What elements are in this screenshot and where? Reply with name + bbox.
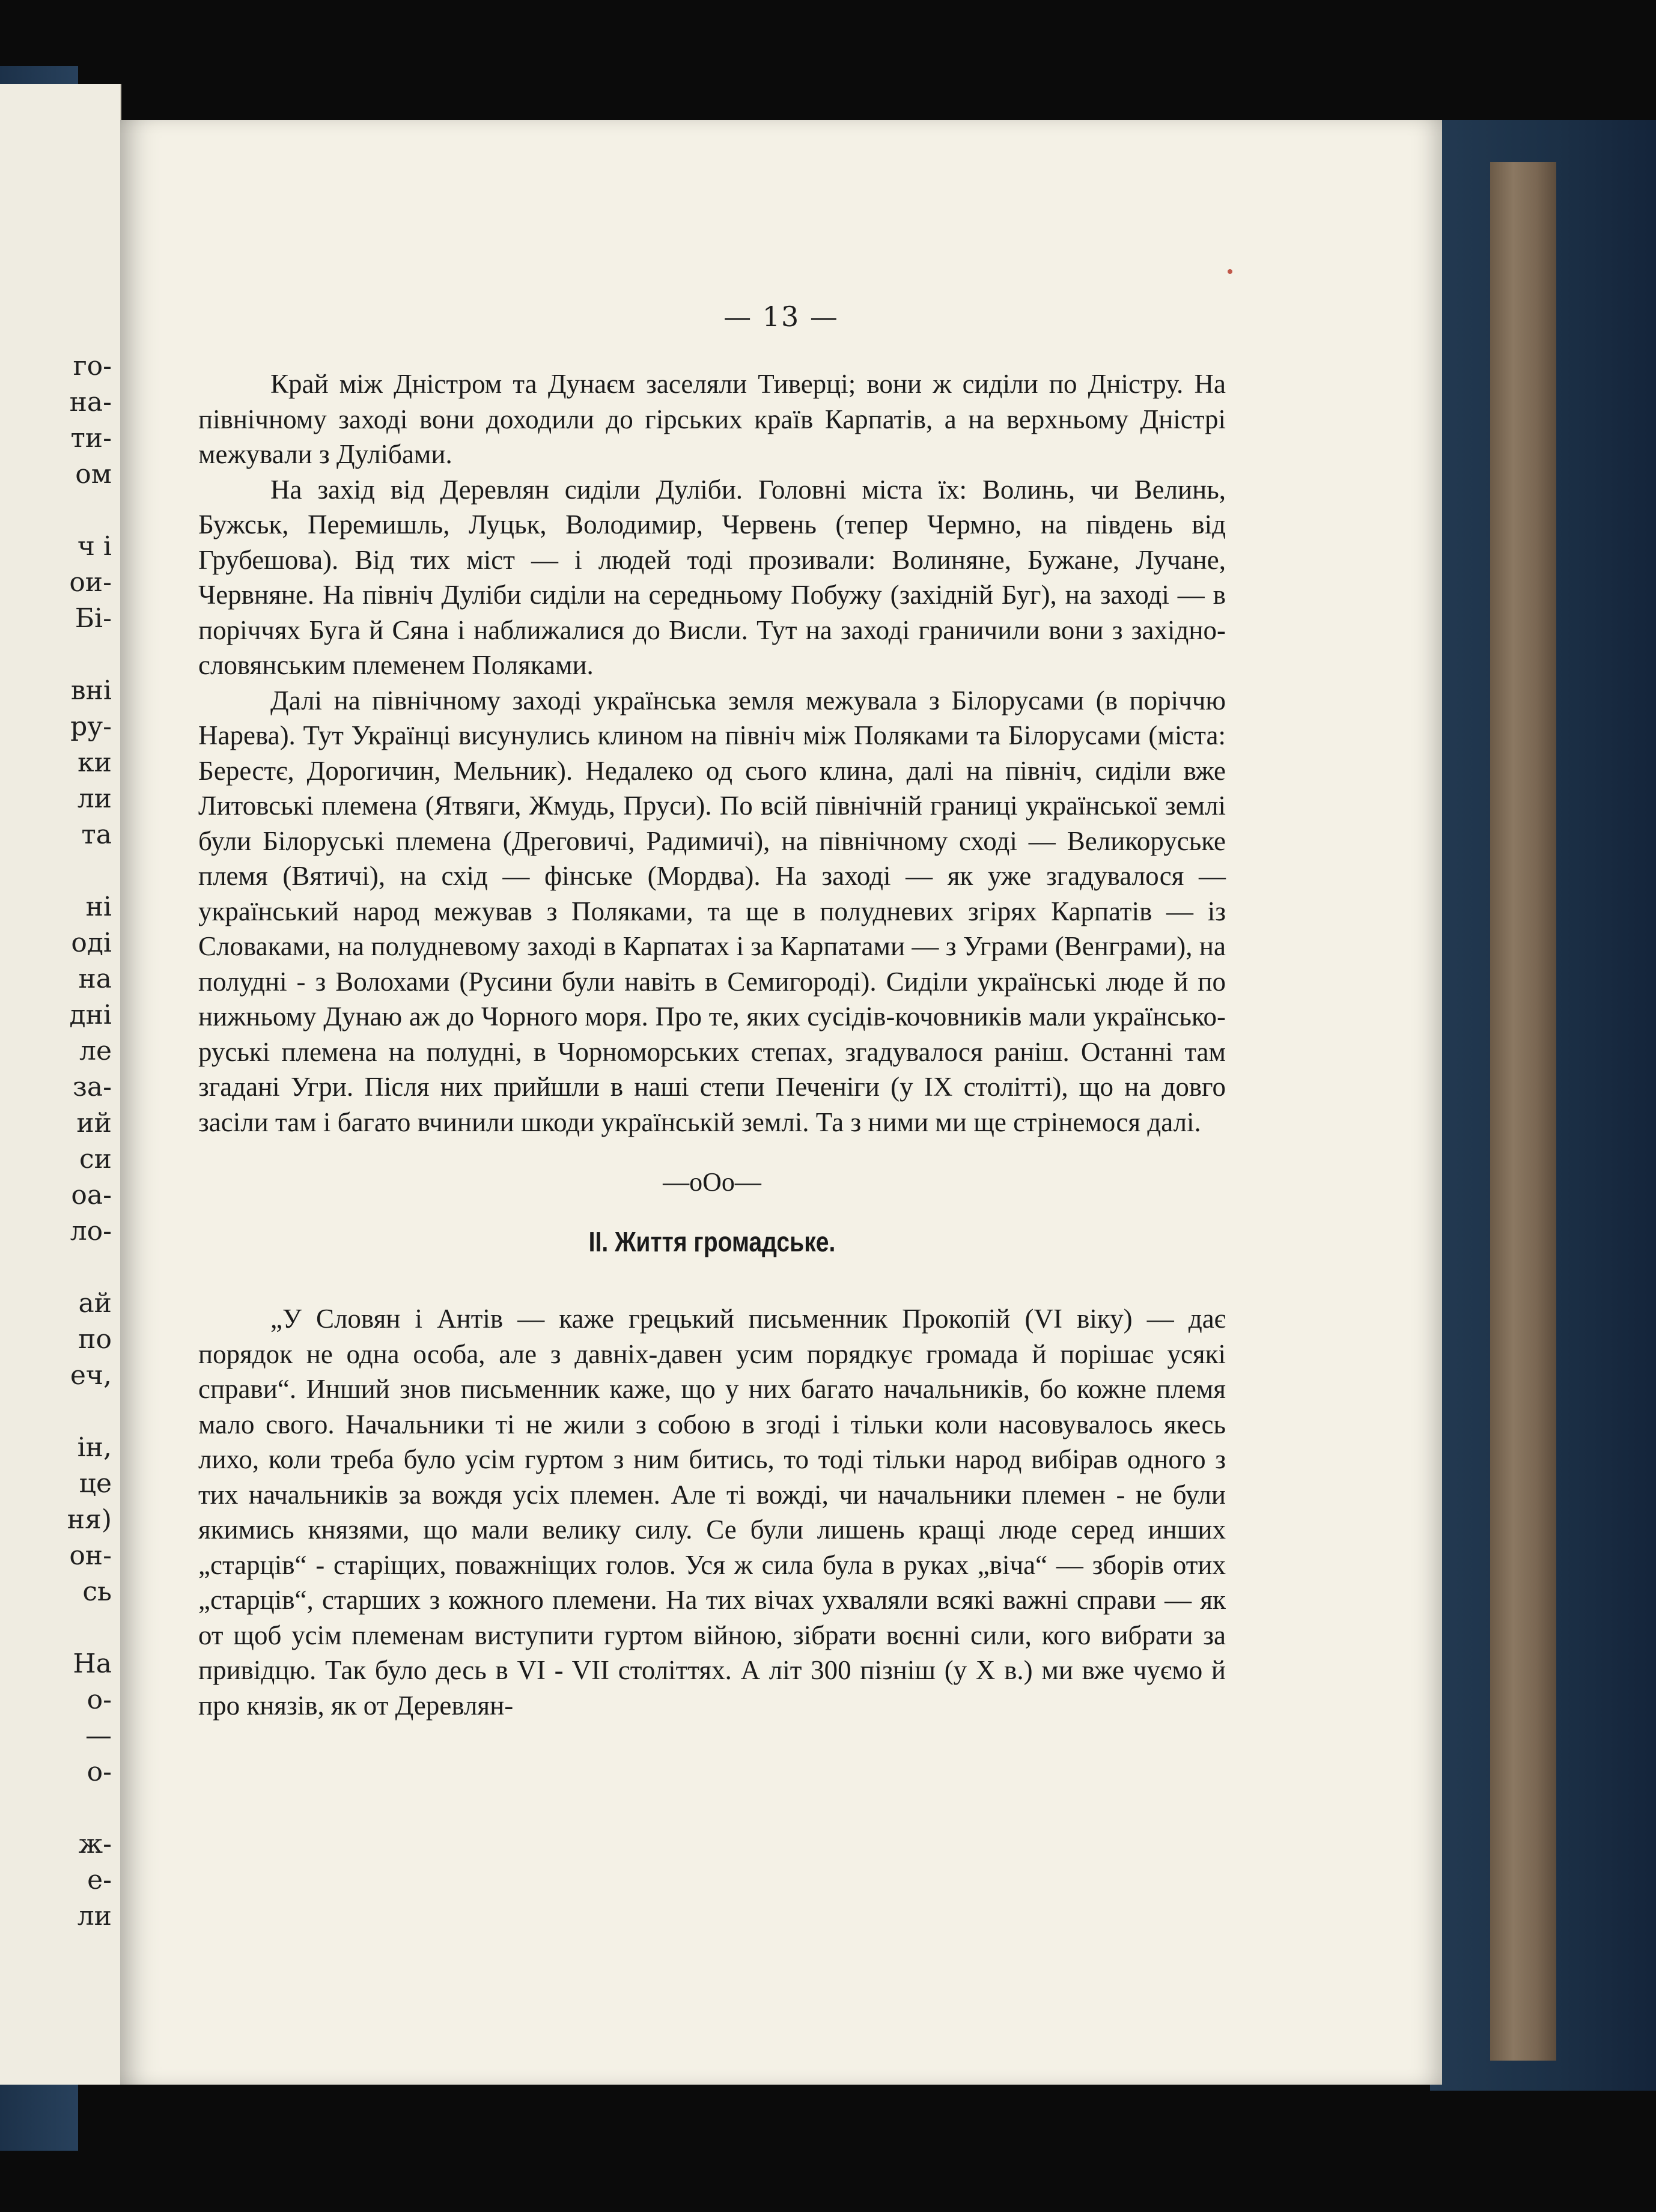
left-page-fragment: он-: [69, 1540, 112, 1571]
paragraph-borders: Далі на північному заході українська земля межувала з Білорусами (в поріччю Нарева). Тут Українці висунулись клином на північ між Поляками та Білорусами (міста: Берестє, Дорогичин, Мельник). Недалеко од сього клина, далі на північ, сиділи вже Литовські племена (Ятвяги, Жмудь, Пруси). По всій північній границі української землі були Білоруські племена (Дреговичі, Радимичі), на північному сході — Великоруське племя (Вятичі), на схід — фінське (Мордва). На заході — як уже згадувалося — український народ межував з Поляками, та ще в полудневих згірях Карпатів — із Словаками, на полудневому заході в Карпатах і за Карпатами — з Уграми (Венграми), на полудні - з Волохами (Русини були навіть в Семигороді). Сиділи українські люде й по нижньому Дунаю аж до Чорного моря. Про те, яких сусідів-кочовників мали українсько-руські племена на полудні, в Чорноморських степах, згадувалося раніш. Останні там згадані Угри. Після них прийшли в наші степи Печеніги (у IX столітті), що на довго засіли там і багато вчинили шкоди українській землі. Та з ними ми ще стрінемося далі.: [198, 685, 1226, 1137]
paragraph-social-life: „У Словян і Антів — каже грецький письменник Прокопій (VI віку) — дає порядок не одна особа, але з давніх-давен усим порядкує громада й порішає усякі справи“. Инший знов письменник каже, що у них багато начальників, бо кожне племя мало свого. Начальники ті не жили з собою в згоді і тільки коли насовувалось якесь лихо, коли треба було усім гуртом з ним битись, то тоді тільки народ вибірав одного з тих начальників за вождя усіх племен. Але ті вожді, чи начальники племен - не були якимись князями, що мали велику силу. Се були лишень кращі люде серед инших „старців“ - старіщих, поважніщих голов. Уся ж сила була в руках „віча“ — зборів отих „старців“, старших з кожного племени. На тих вічах ухваляли всякі важні справи — як от щоб усім племенам виступити гуртом війною, зібрати воєнні сили, кого вибрати за привідцю. Так було десь в VI - VII століттях. А літ 300 пізніш (у X в.) ми вже чуємо й про князів, як от Деревлян-: [198, 1304, 1226, 1721]
left-page-fragment: о-: [87, 1757, 112, 1787]
left-page-fragment: ле: [79, 1036, 112, 1066]
left-page-fragment: ж-: [78, 1829, 112, 1859]
left-page-fragment: сь: [82, 1576, 112, 1607]
page-edges: [1490, 162, 1556, 2061]
left-page-fragment: ня): [67, 1504, 112, 1535]
section-ornament: —oOo—: [663, 1167, 761, 1197]
ink-speck: [1228, 269, 1232, 274]
left-page-fragment: е-: [87, 1865, 112, 1895]
left-page-fragment: го-: [73, 351, 112, 381]
left-page: [0, 84, 121, 2085]
left-page-fragment: за-: [72, 1072, 112, 1102]
left-page-fragment: [0, 1610, 112, 1646]
left-page-fragment: на-: [69, 387, 112, 418]
page-body: [198, 366, 1226, 1723]
left-page-fragment: ли: [77, 1901, 112, 1931]
left-page-fragment: ий: [76, 1108, 112, 1138]
left-page-fragment: ло-: [70, 1216, 112, 1247]
left-page-fragment: вні: [70, 675, 112, 706]
left-page-text-fragments: [0, 348, 120, 1934]
left-page-fragment: ч і: [77, 531, 112, 562]
left-page-fragment: —: [85, 1721, 112, 1751]
left-page-fragment: ом: [75, 459, 112, 490]
left-page-fragment: по: [78, 1324, 112, 1355]
left-page-fragment: [0, 1394, 112, 1430]
paragraph-duliby: На захід від Деревлян сиділи Дуліби. Головні міста їх: Волинь, чи Велинь, Бужськ, Перемишль, Луцьк, Володимир, Червень (тепер Чермно, на південь від Грубешова). Від тих міст — і людей тоді прозивали: Волиняне, Бужане, Лучане, Червняне. На північ Дуліби сиділи на середньому Побужу (західній Буг), на заході — в поріччях Буга й Сяна і наближалися до Висли. Тут на заході граничили вони з західно-словянським племенем Поляками.: [198, 474, 1226, 680]
left-page-fragment: ру-: [70, 711, 112, 742]
left-page-fragment: оа-: [71, 1180, 112, 1211]
left-page-fragment: [0, 1790, 112, 1826]
left-page-fragment: ні: [85, 892, 112, 922]
page-number: — 13 —: [723, 300, 839, 333]
left-page-fragment: це: [79, 1468, 112, 1499]
left-page-fragment: оді: [71, 928, 112, 958]
left-page-fragment: о-: [87, 1685, 112, 1715]
left-page-fragment: [0, 1250, 112, 1286]
left-page-fragment: Бі-: [75, 603, 112, 634]
left-page-fragment: ти-: [70, 423, 112, 454]
section-heading: II. Життя громадське.: [588, 1226, 836, 1257]
left-page-fragment: си: [79, 1144, 112, 1174]
left-page-fragment: ои-: [69, 567, 112, 598]
left-page-fragment: дні: [69, 1000, 112, 1030]
left-page-fragment: еч,: [70, 1360, 112, 1391]
left-page-fragment: [0, 853, 112, 889]
paragraph-tyvertsi: Край між Дністром та Дунаєм заселяли Тиверці; вони ж сиділи по Дністру. На північному заході вони доходили до гірських країв Карпатів, а на верхньому Дністрі межували з Дулібами.: [198, 369, 1226, 469]
left-page-fragment: ін,: [77, 1432, 112, 1463]
left-page-fragment: ки: [78, 747, 112, 778]
right-page: [120, 120, 1442, 2085]
left-page-fragment: [0, 493, 112, 529]
left-page-fragment: та: [81, 819, 112, 850]
left-page-fragment: ай: [78, 1288, 112, 1319]
left-page-fragment: ли: [77, 783, 112, 814]
left-page-fragment: [0, 637, 112, 673]
left-page-fragment: на: [78, 964, 112, 994]
left-page-fragment: На: [73, 1648, 112, 1679]
